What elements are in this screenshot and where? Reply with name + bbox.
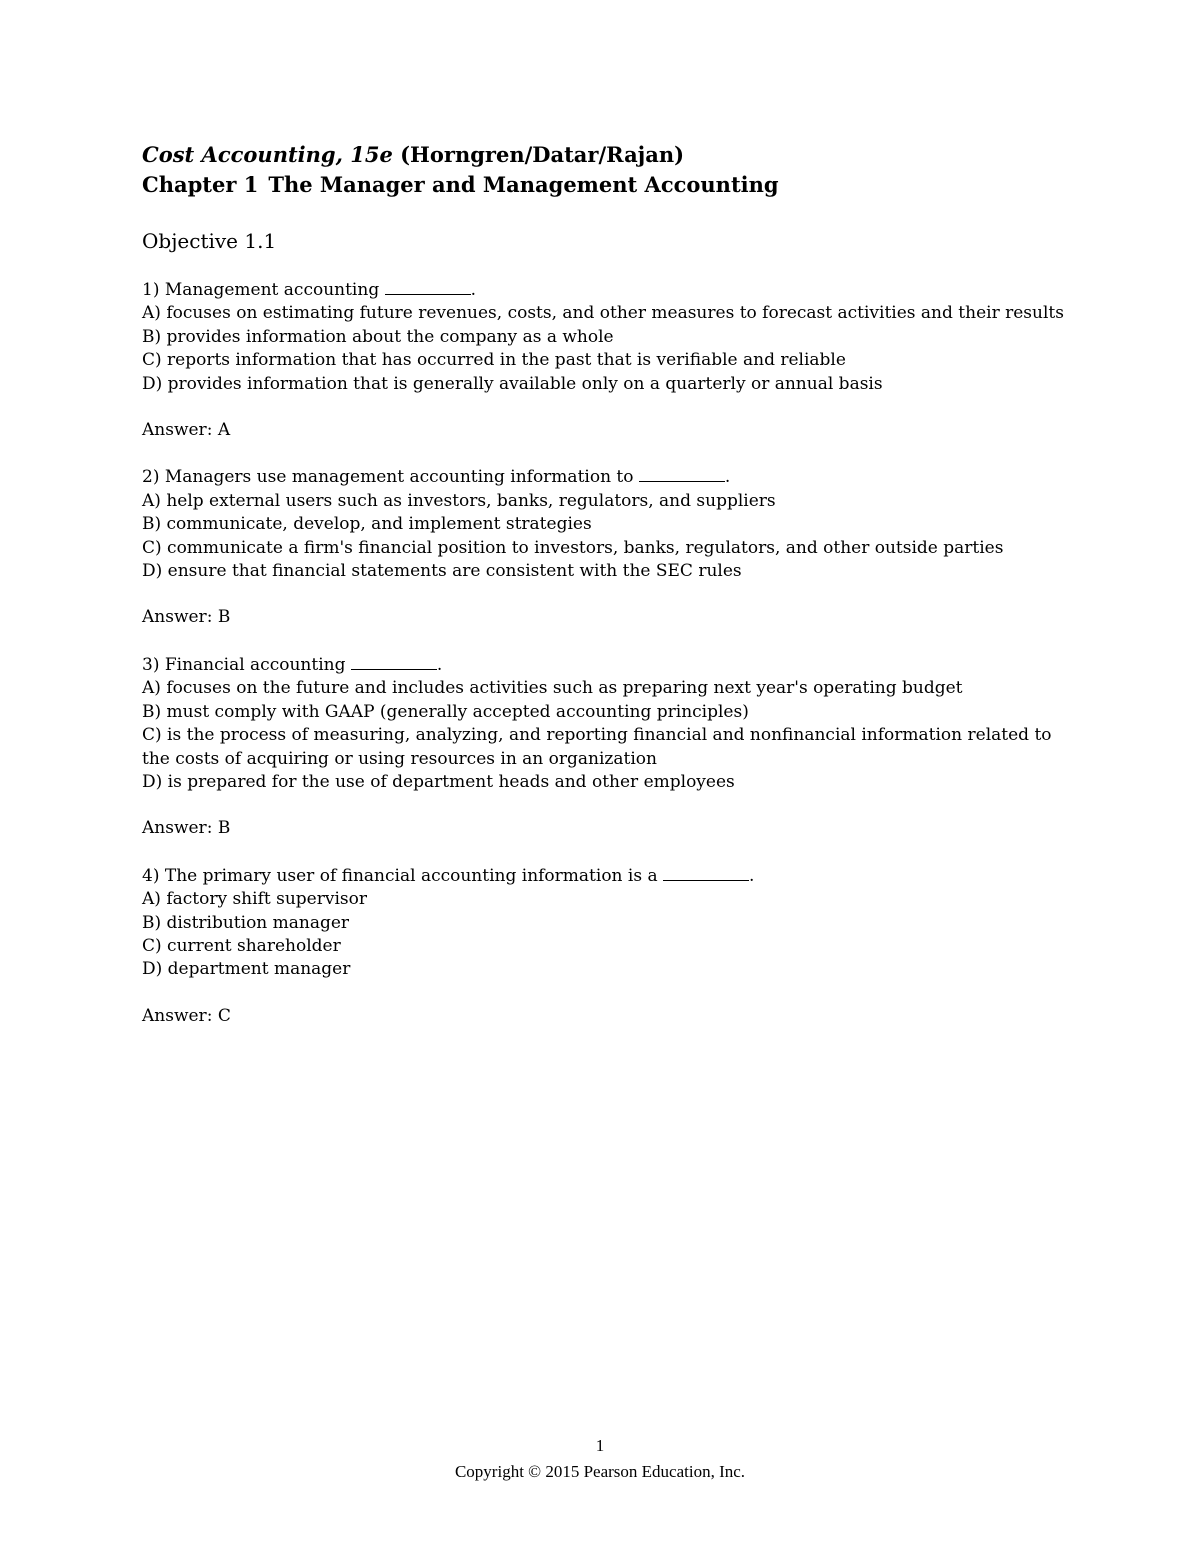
answer-option: A) focuses on estimating future revenues, costs, and other measures to forecast activities and their results	[142, 303, 1064, 324]
book-title-line	[142, 140, 1072, 170]
book-authors: (Horngren/Datar/Rajan)	[392, 142, 685, 167]
question-stem-end: .	[724, 467, 731, 488]
question-block	[142, 279, 1072, 442]
question-stem-text: 2) Managers use management accounting information to	[142, 467, 639, 488]
answer-option: C) current shareholder	[142, 935, 341, 956]
question-block	[142, 466, 1072, 629]
answer-key: Answer: B	[142, 607, 231, 628]
question-stem-text: 3) Financial accounting	[142, 654, 351, 675]
chapter-title-line	[142, 170, 1072, 200]
answer-option: A) focuses on the future and includes activities such as preparing next year's operating budget	[142, 678, 963, 699]
question-stem	[142, 654, 1072, 677]
question-stem-text: 1) Management accounting	[142, 280, 385, 300]
answer-blank	[351, 668, 437, 670]
answer-key: Answer: B	[142, 818, 231, 839]
answer-key: Answer: C	[142, 1005, 231, 1026]
question-stem-end: .	[436, 654, 443, 675]
answer-option: D) is prepared for the use of department heads and other employees	[142, 771, 735, 792]
question-block	[142, 654, 1072, 841]
question-block	[142, 865, 1072, 1028]
page-number: 1	[595, 1436, 605, 1455]
answer-option: A) help external users such as investors, banks, regulators, and suppliers	[142, 490, 776, 511]
answer-option: B) distribution manager	[142, 912, 350, 933]
answer-option: D) provides information that is generally available only on a quarterly or annual basis	[142, 373, 883, 394]
answer-blank	[385, 293, 471, 295]
answer-option: D) department manager	[142, 959, 351, 980]
question-stem-end: .	[470, 280, 477, 300]
question-stem	[142, 466, 1072, 489]
answer-blank	[639, 480, 725, 482]
objective-heading: Objective 1.1	[142, 229, 277, 253]
answer-option: C) is the process of measuring, analyzing, and reporting financial and nonfinancial information related to the costs of acquiring or using resources in an organization	[142, 725, 1052, 769]
question-stem-text: 4) The primary user of financial accounting information is a	[142, 865, 664, 886]
answer-option: B) communicate, develop, and implement strategies	[142, 514, 592, 535]
answer-option: D) ensure that financial statements are consistent with the SEC rules	[142, 561, 742, 582]
question-stem	[142, 865, 1072, 888]
answer-key: Answer: A	[142, 420, 231, 441]
book-title: Cost Accounting, 15e	[142, 142, 393, 167]
copyright-notice: Copyright © 2015 Pearson Education, Inc.	[454, 1462, 746, 1481]
question-stem	[142, 279, 1072, 302]
chapter-title: The Manager and Management Accounting	[268, 172, 779, 197]
answer-option: C) reports information that has occurred in the past that is verifiable and reliable	[142, 350, 846, 371]
document-body	[142, 140, 1072, 1028]
answer-option: B) provides information about the company as a whole	[142, 326, 614, 347]
question-stem-end: .	[749, 865, 755, 886]
answer-blank	[663, 879, 749, 881]
answer-option: B) must comply with GAAP (generally accepted accounting principles)	[142, 701, 749, 722]
answer-option: A) factory shift supervisor	[142, 889, 367, 910]
chapter-label: Chapter 1	[142, 172, 259, 197]
answer-option: C) communicate a firm's financial position to investors, banks, regulators, and other outside parties	[142, 537, 1004, 558]
